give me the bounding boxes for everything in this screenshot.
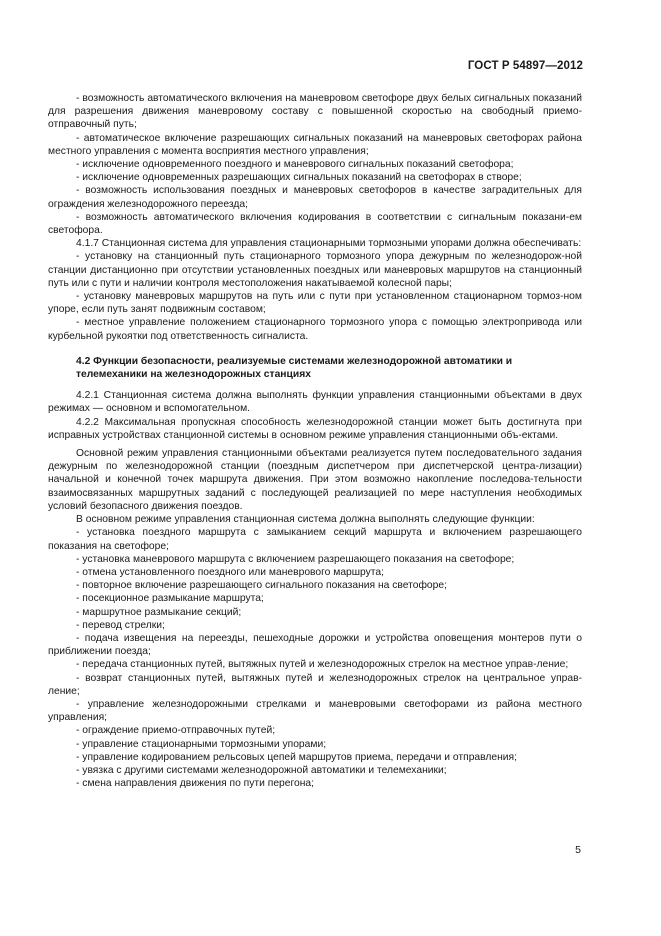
document-body [48, 92, 582, 790]
list-item: - автоматическое включение разрешающих сигнальных показаний на маневровых светофорах района местного управления с момента восприятия местного управления; [48, 132, 582, 157]
list-item: - перевод стрелки; [76, 619, 165, 631]
list-item: - управление железнодорожными стрелками и маневровыми светофорами из района местного управления; [48, 698, 582, 724]
list-item: - увязка с другими системами железнодорожной автоматики и телемеханики; [76, 764, 447, 776]
list-item: - местное управление положением стационарного тормозного упора с помощью электропривода или курбельной рукоятки под ответственность сигналиста. [48, 317, 582, 342]
list-item: - повторное включение разрешающего сигнального показания на светофоре; [76, 580, 447, 592]
list-item: - исключение одновременных разрешающих сигнальных показаний на светофорах в створе; [76, 172, 522, 184]
list-item: - смена направления движения по пути перегона; [76, 778, 315, 790]
list-item: - возможность использования поездных и маневровых светофоров в качестве заградительных для ограждения железнодорожного переезда; [48, 185, 582, 210]
list-item: - подача извещения на переезды, пешеходные дорожки и устройства оповещения монтеров пути о приближении поезда; [48, 632, 582, 658]
paragraph-4-1-7: 4.1.7 Станционная система для управления стационарными тормозными упорами должна обеспечивать: [76, 238, 582, 250]
list-item: - управление стационарными тормозными упорами; [76, 738, 327, 750]
list-item: - возможность автоматического включения на маневровом светофоре двух белых сигнальных показаний для разрешения движения маневровому составу с повышенной скоростью на свободный приемо-отправочный путь; [48, 93, 582, 131]
list-item: - возврат станционных путей, вытяжных путей и железнодорожных стрелок на центральное управ-ление; [48, 672, 582, 697]
page-number: 5 [575, 844, 581, 856]
list-item: - возможность автоматического включения кодирования в соответствии с сигнальным показани-ем светофора. [48, 211, 582, 237]
list-item: - установка поездного маршрута с замыканием секций маршрута и включением разрешающего показания на светофоре; [48, 527, 582, 552]
list-item: - исключение одновременного поездного и маневрового сигнальных показаний светофора; [76, 159, 514, 171]
paragraph-4-2-2: 4.2.2 Максимальная пропускная способность железнодорожной станции может быть достигнута при исправных устройствах станционной системы в основном режиме управления станционными объ-ектами. [48, 416, 582, 441]
paragraph: Основной режим управления станционными объектами реализуется путем последовательного задания дежурным по железнодорожной станции (поездным диспетчером при диспетчерской центра-лизации) начальной и конечной точек маршрута движения. При этом возможно накопление последова-тельности взаимосвязанных маршрутных заданий с последующей реализацией по мере наступления необходимых условий безопасного движения поездов. [48, 448, 582, 512]
section-heading-4-2: 4.2 Функции безопасности, реализуемые системами железнодорожной автоматики и телемеханики на железнодорожных станциях [76, 355, 513, 381]
paragraph: В основном режиме управления станционная система должна выполнять следующие функции: [76, 514, 535, 526]
paragraph-4-2-1: 4.2.1 Станционная система должна выполнять функции управления станционными объектами в двух режимах — основном и вспомогательном. [48, 390, 582, 415]
list-item: - установку маневровых маршрутов на путь или с пути при установленном стационарном тормоз-ном упоре, если путь занят подвижным составом; [48, 291, 582, 316]
list-item: - посекционное размыкание маршрута; [76, 593, 264, 605]
standard-designation: ГОСТ Р 54897—2012 [467, 60, 583, 72]
list-item: - маршрутное размыкание секций; [76, 606, 242, 618]
list-item: - отмена установленного поездного или маневрового маршрута; [76, 566, 384, 578]
list-item: - ограждение приемо-отправочных путей; [76, 725, 276, 737]
list-item: - установку на станционный путь стационарного тормозного упора дежурным по железнодорож-ной станции дистанционно при отсутствии установленных поездных или маневровых маршрутов на станционный путь или с пути и наличии контроля местоположения накатываемой колесной пары; [48, 251, 582, 289]
list-item: - установка маневрового маршрута с включением разрешающего показания на светофоре; [76, 553, 515, 565]
list-item: - управление кодированием рельсовых цепей маршрутов приема, передачи и отправления; [76, 751, 517, 763]
list-item: - передача станционных путей, вытяжных путей и железнодорожных стрелок на местное управ-ление; [76, 659, 569, 671]
